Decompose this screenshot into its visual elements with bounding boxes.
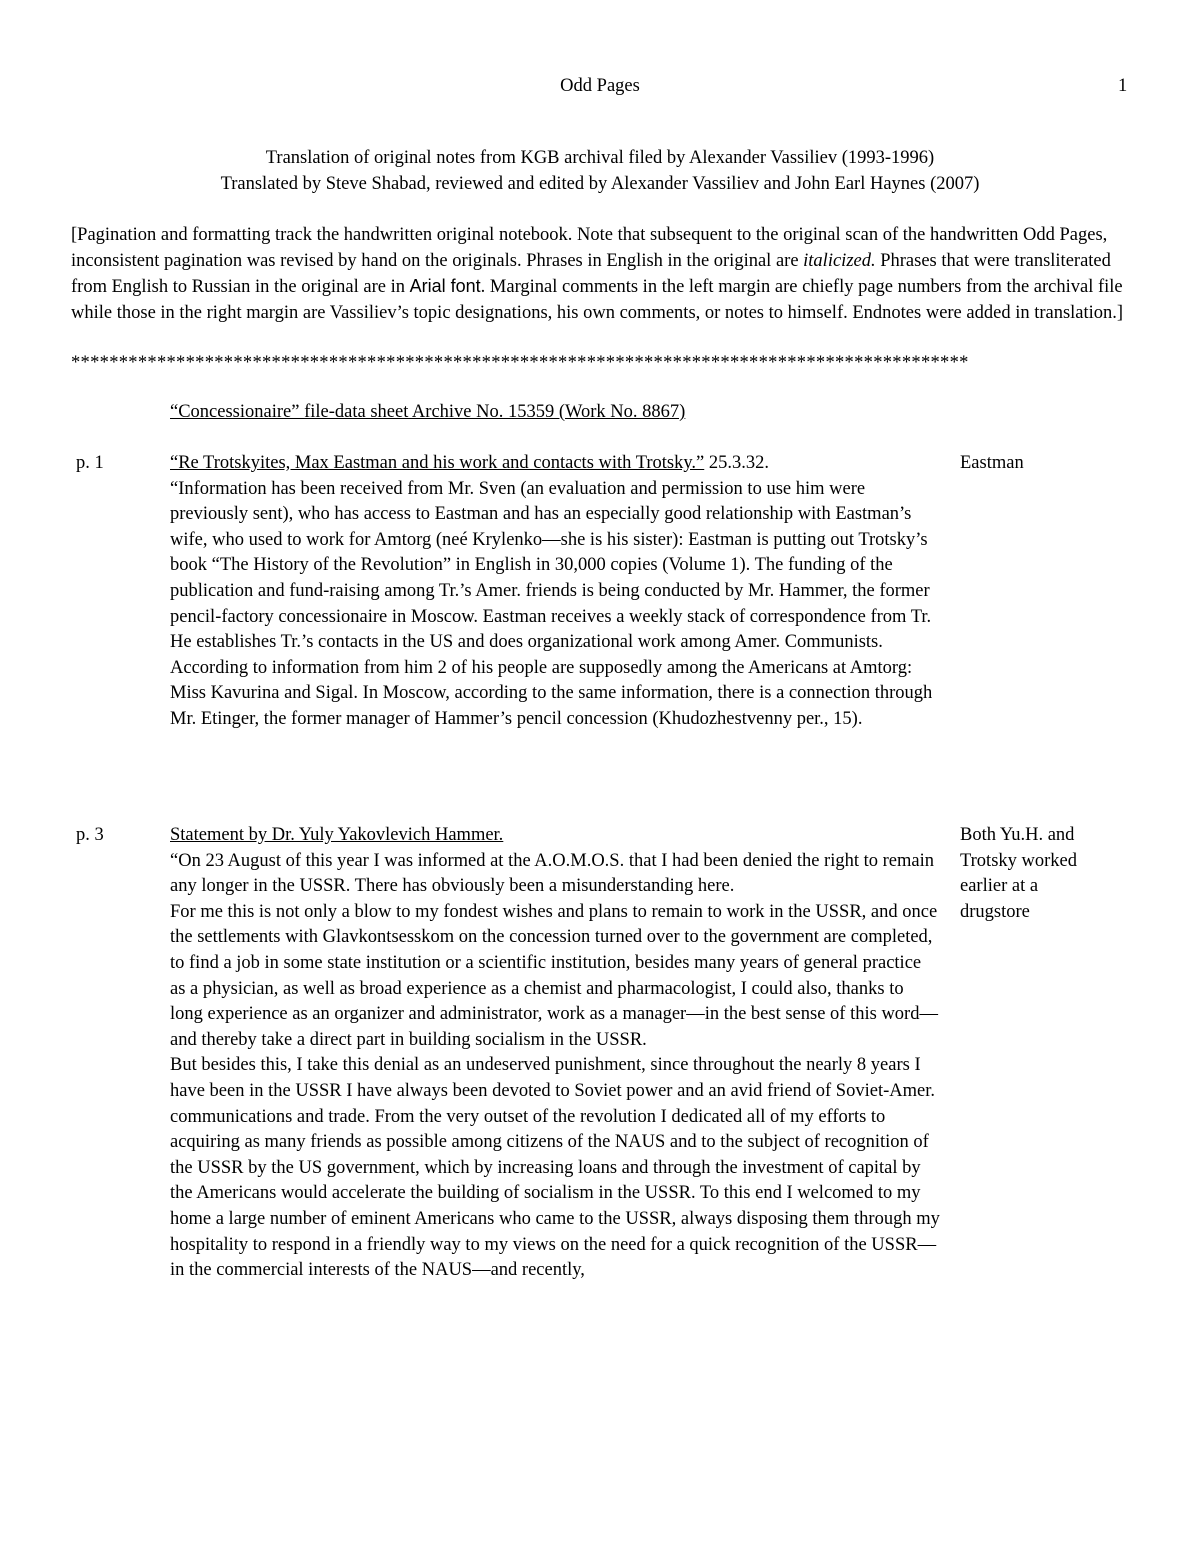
editorial-note	[71, 223, 1131, 326]
page-header-title: Odd Pages	[560, 76, 640, 96]
editorial-note-text-2: Phrases that were transliterated from English to Russian in the original are in	[71, 250, 1111, 298]
entry-page-ref: p. 1	[76, 453, 104, 473]
page-number: 1	[1118, 76, 1128, 96]
subtitle-line-translators: Translated by Steve Shabad, reviewed and edited by Alexander Vassiliev and John Earl Haynes (2007)	[220, 173, 980, 194]
editorial-note-text-3: . Marginal comments in the left margin are chiefly page numbers from the archival file while those in the right margin are Vassiliev’s topic designations, his own comments, or notes to himself. Endnotes were added in translation.]	[71, 277, 1124, 323]
editorial-note-italic-sample: italicized.	[803, 250, 876, 271]
document-subtitle	[0, 146, 1200, 197]
entry-paragraph: “On 23 August of this year I was informed at the A.O.M.O.S. that I had been denied the right to remain any longer in the USSR. There has obviously been a misunderstanding here.	[170, 850, 934, 897]
entry-paragraph: “Information has been received from Mr. Sven (an evaluation and permission to use him were previously sent), who has access to Eastman and has an especially good relationship with Eastman’s wife, who used to work for Amtorg (neé Krylenko—she is his sister): Eastman is putting out Trotsky’s book “The History of the Revolution” in English in 30,000 copies (Volume 1). The funding of the publication and fund-raising among Tr.’s Amer. friends is being conducted by Mr. Hammer, the former pencil-factory concessionaire in Moscow. Eastman receives a weekly stack of correspondence from Tr. He establishes Tr.’s contacts in the US and does organizational work among Amer. Communists. According to information from him 2 of his people are supposedly among the Americans at Amtorg: Miss Kavurina and Sigal. In Moscow, according to the same information, there is a connection through Mr. Etinger, the former manager of Hammer’s pencil concession (Khudozhestvenny per., 15).	[170, 478, 933, 729]
entry-body	[170, 451, 940, 733]
margin-note: Both Yu.H. and Trotsky worked earlier at a drugstore	[960, 825, 1078, 922]
asterisk-separator: **********************************************************************************************	[71, 353, 969, 373]
file-heading: “Concessionaire” file-data sheet Archive No. 15359 (Work No. 8867)	[170, 402, 686, 422]
entry-body	[170, 823, 940, 1284]
editorial-note-text-1: [Pagination and formatting track the handwritten original notebook. Note that subsequent to the original scan of the handwritten Odd Pages, inconsistent pagination was revised by hand on the originals. Phrases in English in the original are	[71, 225, 1108, 271]
entry-title-line	[170, 451, 940, 477]
margin-note: Eastman	[960, 453, 1024, 473]
entry-paragraph: But besides this, I take this denial as an undeserved punishment, since throughout the nearly 8 years I have been in the USSR I have always been devoted to Soviet power and an avid friend of Soviet-Amer. communications and trade. From the very outset of the revolution I dedicated all of my efforts to acquiring as many friends as possible among citizens of the NAUS and to the subject of recognition of the USSR by the US government, which by increasing loans and through the investment of capital by the Americans would accelerate the building of socialism in the USSR. To this end I welcomed to my home a large number of eminent Americans who came to the USSR, always disposing them through my hospitality to respond in a friendly way to my views on the need for a quick recognition of the USSR—in the commercial interests of the NAUS—and recently,	[170, 1055, 940, 1281]
entry-title: “Re Trotskyites, Max Eastman and his work and contacts with Trotsky.”	[170, 453, 705, 473]
entry-date: 25.3.32.	[704, 453, 769, 473]
entry-title: Statement by Dr. Yuly Yakovlevich Hammer.	[170, 825, 504, 845]
entry-page-ref: p. 3	[76, 825, 104, 845]
editorial-note-arial-sample: Arial font	[409, 276, 481, 297]
entry-title-line	[170, 823, 940, 849]
subtitle-line-translation: Translation of original notes from KGB archival filed by Alexander Vassiliev (1993-1996)	[265, 148, 935, 168]
entry-paragraph: For me this is not only a blow to my fondest wishes and plans to remain to work in the USSR, and once the settlements with Glavkontsesskom on the concession turned over to the government are completed, to find a job in some state institution or a scientific institution, besides many years of general practice as a physician, as well as broad experience as a chemist and pharmacologist, I could also, thanks to long experience as an organizer and administrator, work as a manager—in the best sense of this word—and thereby take a direct part in building socialism in the USSR.	[170, 901, 938, 1050]
